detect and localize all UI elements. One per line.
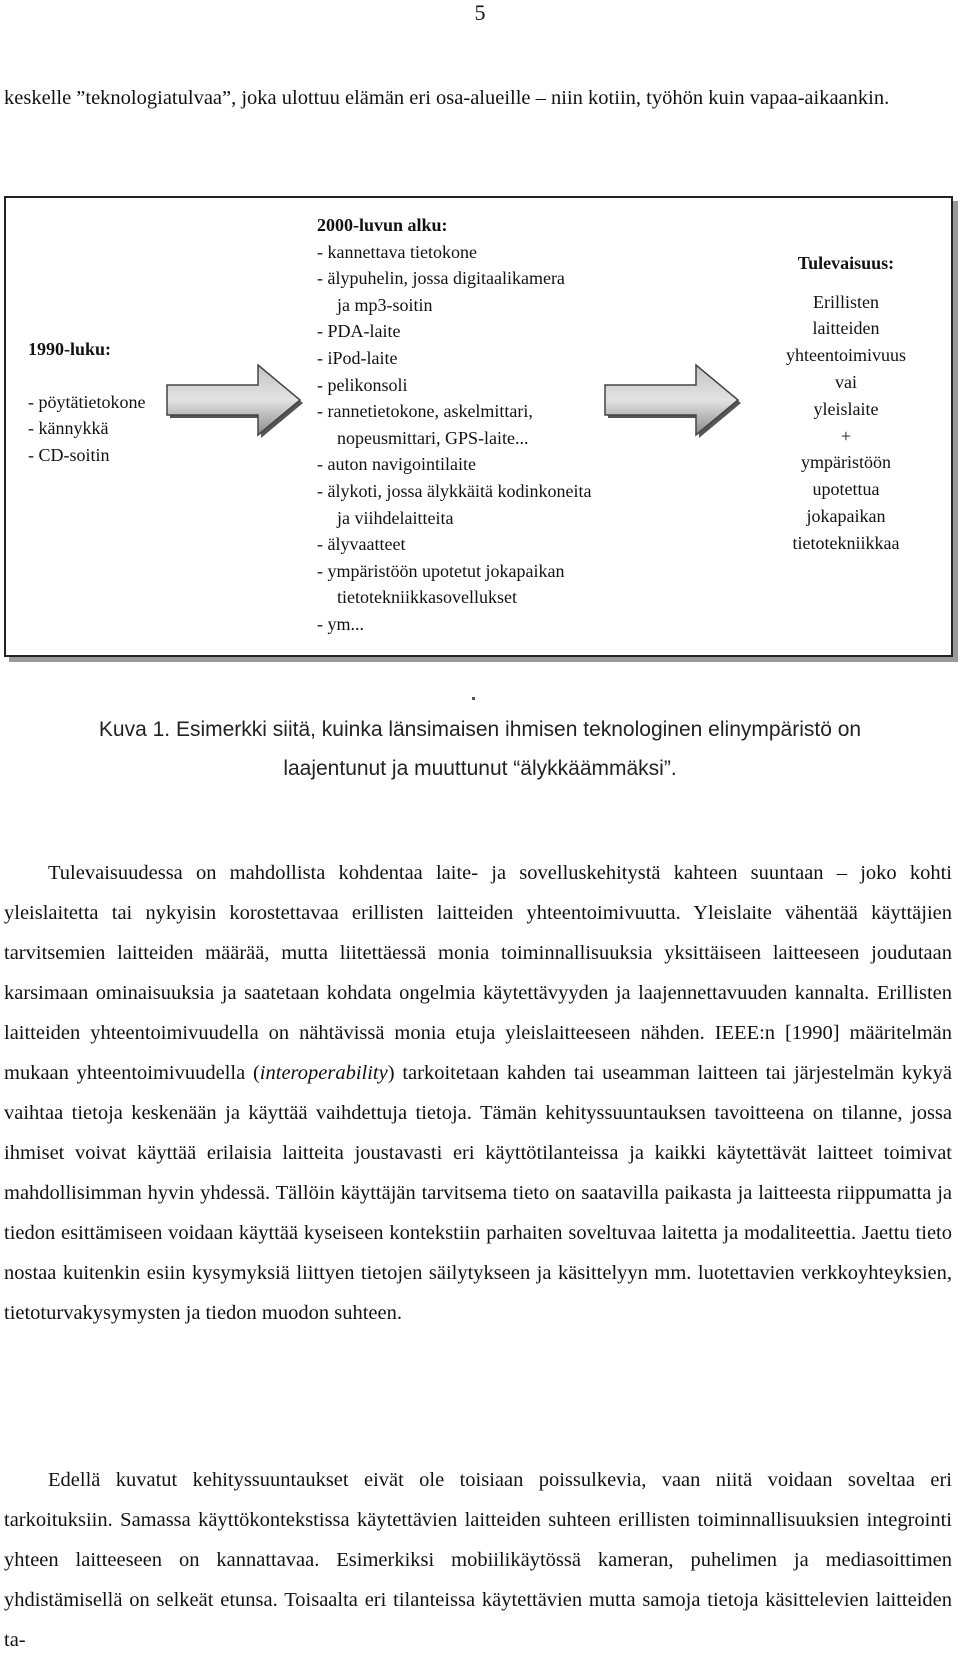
era-2000s-line: - pelikonsoli [317,374,408,395]
era-future-line: + [840,425,852,446]
era-2000s-line: - älykoti, jossa älykkäitä kodinkoneita [317,480,592,501]
era-1990s-heading: 1990-luku: [28,339,112,359]
era-2000s-line: ja viihdelaitteita [337,507,454,528]
body-paragraph-1 [4,853,952,1333]
caption-line: laajentunut ja muuttunut “älykkäämmäksi”. [283,757,677,780]
era-2000s-line: - älypuhelin, jossa digitaalikamera [317,268,565,289]
era-future-line: jokapaikan [806,505,886,526]
era-2000s-line: - rannetietokone, askelmittari, [317,401,533,422]
era-future-line: laitteiden [812,318,880,339]
era-future-line: Erillisten [813,291,879,312]
era-2000s-line: - ym... [317,613,364,634]
body-paragraph-2: Edellä kuvatut kehityssuuntaukset eivät ole toisiaan poissulkevia, vaan niitä voidaan soveltaa eri tarkoituksiin. Samassa käyttökontekstissa käytettävien laitteiden suhteen erillisten toiminnallisuuksien integrointi yhteen laitteeseen on kannattavaa. Esimerkiksi mobiilikäytössä kameran, puhelimen ja mediasoittimen yhdistämisellä on selkeät etunsa. Toisaalta eri tilanteissa käytettävien mutta samoja tietoja käsittelevien laitteiden ta- [4,1469,952,1651]
era-future-heading: Tulevaisuus: [797,253,895,273]
era-2000s-heading: 2000-luvun alku: [317,215,448,235]
era-2000s-line: - älyvaatteet [317,534,406,555]
era-future-line: ympäristöön [801,452,891,473]
era-1990s-item: - CD-soitin [28,444,110,465]
paragraph-text: ) tarkoitetaan kahden tai useamman laitteen tai järjestelmän kykyä vaihtaa tietoja keskenään ja käyttää vaihdettuja tietoja. Tämän kehityssuuntauksen tavoitteena on tilanne, jossa ihmiset voivat käyttää erilaisia laitteita joustavasti eri käyttötilanteissa ja kaikki käytettävät laitteet toimivat mahdollisimman hyvin yhdessä. Tällöin käyttäjän tarvitsema tieto on saatavilla paikasta ja laitteesta riippumatta ja tiedon esittämiseen voidaan käyttää kyseiseen kontekstiin parhaiten soveltuvaa laitetta ja modaliteettia. Jaettu tieto nostaa kuitenkin esiin kysymyksiä liittyen tietojen säilytykseen ja käsittelyyn mm. luotettavien verkkoyhteyksien, tietoturvakysymysten ja tiedon muodon suhteen. [4,1062,952,1324]
era-2000s-line: - kannettava tietokone [317,241,477,262]
era-future-line: yhteentoimivuus [786,345,906,366]
era-2000s-line: - auton navigointilaite [317,454,476,475]
era-1990s [28,336,145,468]
era-2000s [317,212,591,638]
figure-technology-timeline [4,196,953,657]
era-future-line: upotettua [812,479,880,500]
intro-paragraph: keskelle ”teknologiatulvaa”, joka ulottuu elämän eri osa-alueille – niin kotiin, työhön kuin vapaa-aikaankin. [4,87,890,109]
era-1990s-item: - kännykkä [28,418,109,439]
era-future-line: tietotekniikkaa [792,532,900,553]
era-2000s-line: ja mp3-soitin [337,294,433,315]
arrow-right-icon [164,361,304,439]
caption-line: Kuva 1. Esimerkki siitä, kuinka länsimaisen ihmisen teknologinen elinympäristö on [98,718,862,741]
paragraph-text: Tulevaisuudessa on mahdollista kohdentaa laite- ja sovelluskehitystä kahteen suuntaan – joko kohti yleislaitetta tai nykyisin korostettavaa erillisten laitteiden yhteentoimivuutta. Yleislaite vähentää käyttäjien tarvitsemien laitteiden määrää, mutta liitettäessä monia toiminnallisuuksia yksittäiseen laitteeseen joudutaan karsimaan ominaisuuksia ja saatetaan kohdata ongelmia käytettävyyden ja laajennettavuuden kannalta. Erillisten laitteiden yhteentoimivuudella on nähtävissä monia etuja yleislaitteeseen nähden. IEEE:n [1990] määritelmän mukaan yhteentoimivuudella ( [4,862,952,1084]
era-1990s-item: - pöytätietokone [28,391,146,412]
era-2000s-line: - ympäristöön upotetut jokapaikan [317,560,565,581]
term-interoperability: interoperability [259,1062,388,1084]
arrow-right-icon [602,361,742,439]
page-number: 5 [474,0,486,25]
era-future-line: yleislaite [813,398,879,419]
era-future [756,250,936,557]
era-future-line: vai [835,371,857,392]
era-2000s-line: tietotekniikkasovellukset [337,587,517,608]
scan-artifact [472,697,475,700]
figure-caption [0,710,960,788]
era-2000s-line: - iPod-laite [317,347,398,368]
era-2000s-line: - PDA-laite [317,321,401,342]
era-2000s-line: nopeusmittari, GPS-laite... [337,427,529,448]
